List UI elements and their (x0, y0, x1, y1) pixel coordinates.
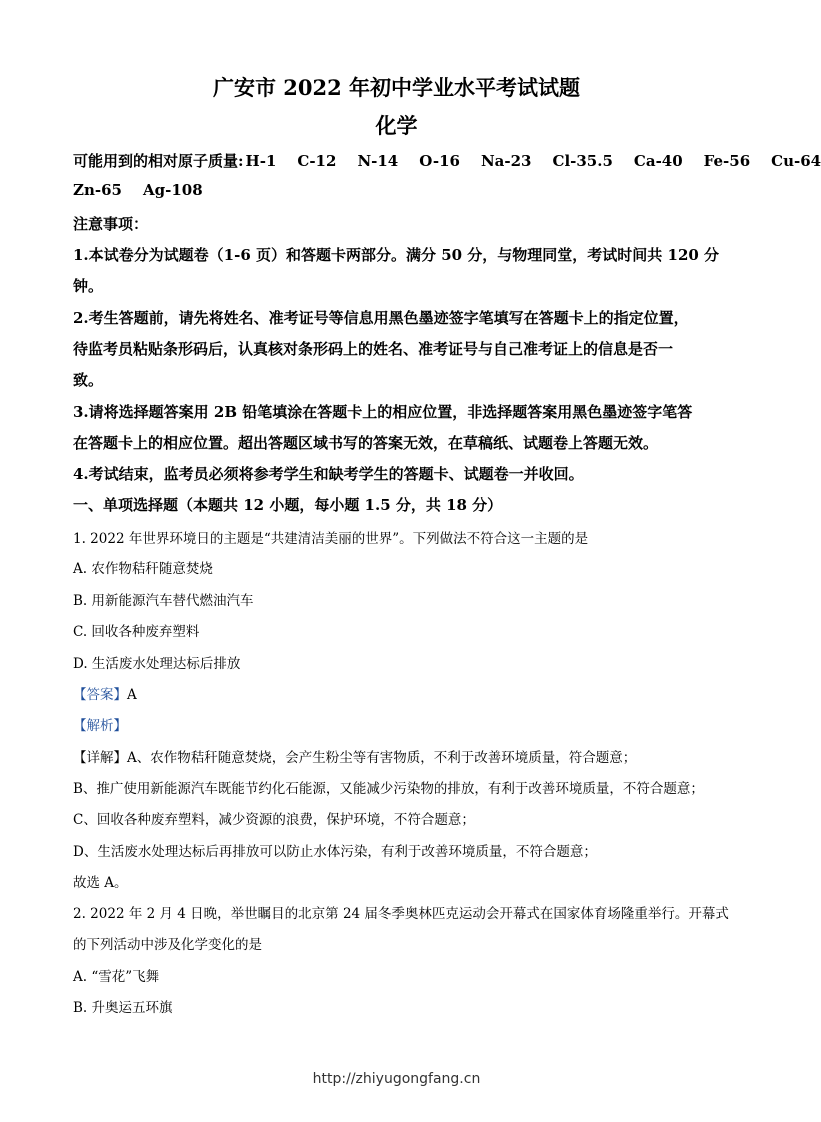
atomic-mass-label: 可能用到的相对原子质量: (73, 152, 244, 170)
question-stem: 2. 2022 年 2 月 4 日晚，举世瞩目的北京第 24 届冬季奥林匹克运动会开幕式在国家体育场隆重举行。开幕式 (73, 906, 729, 922)
detail-text: A、农作物秸秆随意焚烧，会产生粉尘等有害物质，不利于改善环境质量，符合题意； (127, 750, 637, 766)
atomic-mass-item: Fe-56 (703, 152, 751, 170)
analysis-tag: 【解析】 (73, 718, 127, 734)
atomic-mass-item: Na-23 (480, 152, 532, 170)
detail-line: D、生活废水处理达标后再排放可以防止水体污染，有利于改善环境质量，不符合题意； (73, 844, 597, 860)
atomic-mass-item: Cu-64 (771, 152, 821, 170)
atomic-mass-item: Zn-65 (73, 181, 122, 199)
notes-heading: 注意事项： (73, 215, 149, 233)
option-a: A. “雪花”飞舞 (73, 969, 160, 985)
detail-line: C、回收各种废弃塑料，减少资源的浪费，保护环境，不符合题意； (73, 812, 475, 828)
note-line: 3.请将选择题答案用 2B 铅笔填涂在答题卡上的相应位置，非选择题答案用黑色墨迹签字笔答 (73, 403, 693, 421)
detail-line: B、推广使用新能源汽车既能节约化石能源，又能减少污染物的排放，有利于改善环境质量，不符合题意； (73, 781, 704, 797)
atomic-mass-item: Cl-35.5 (552, 152, 613, 170)
detail-tag: 【详解】 (73, 750, 127, 766)
answer-tag: 【答案】 (73, 687, 127, 703)
atomic-mass-item: N-14 (357, 152, 399, 170)
note-line: 待监考员粘贴条形码后，认真核对条形码上的姓名、准考证号与自己准考证上的信息是否一 (73, 340, 674, 358)
note-line: 在答题卡上的相应位置。超出答题区域书写的答案无效，在草稿纸、试题卷上答题无效。 (73, 434, 659, 452)
option-c: C. 回收各种废弃塑料 (73, 624, 200, 640)
atomic-mass-line-2 (73, 181, 723, 199)
note-line: 4.考试结束，监考员必须将参考学生和缺考学生的答题卡、试题卷一并收回。 (73, 465, 584, 483)
note-line: 钟。 (73, 277, 104, 295)
option-d: D. 生活废水处理达标后排放 (73, 656, 241, 672)
section-heading: 一、单项选择题（本题共 12 小题，每小题 1.5 分，共 18 分） (73, 496, 503, 514)
option-b: B. 用新能源汽车替代燃油汽车 (73, 593, 254, 609)
option-b: B. 升奥运五环旗 (73, 1000, 173, 1016)
atomic-mass-line (73, 150, 821, 171)
question-stem-cont: 的下列活动中涉及化学变化的是 (73, 937, 262, 953)
note-line: 1.本试卷分为试题卷（1-6 页）和答题卡两部分。满分 50 分，与物理同堂，考试时间共 120 分 (73, 246, 720, 264)
subject-title: 化学 (375, 113, 418, 138)
question-stem: 1. 2022 年世界环境日的主题是“共建清洁美丽的世界”。下列做法不符合这一主题的是 (73, 531, 589, 547)
option-a: A. 农作物秸秆随意焚烧 (73, 561, 213, 577)
atomic-mass-item: Ca-40 (633, 152, 683, 170)
answer-value: A (127, 687, 137, 703)
note-line: 2.考生答题前，请先将姓名、准考证号等信息用黑色墨迹签字笔填写在答题卡上的指定位置， (73, 309, 689, 327)
page-title: 广安市 2022 年初中学业水平考试试题 (212, 75, 581, 100)
detail-line: 故选 A。 (73, 875, 128, 891)
atomic-mass-item: O-16 (419, 152, 460, 170)
atomic-mass-item: C-12 (297, 152, 337, 170)
note-line: 致。 (73, 371, 104, 389)
answer-line (73, 683, 723, 703)
detail-line (73, 746, 723, 766)
footer-url[interactable]: http://zhiyugongfang.cn (312, 1071, 481, 1087)
atomic-mass-item: H-1 (245, 152, 277, 170)
atomic-mass-item: Ag-108 (142, 181, 203, 199)
